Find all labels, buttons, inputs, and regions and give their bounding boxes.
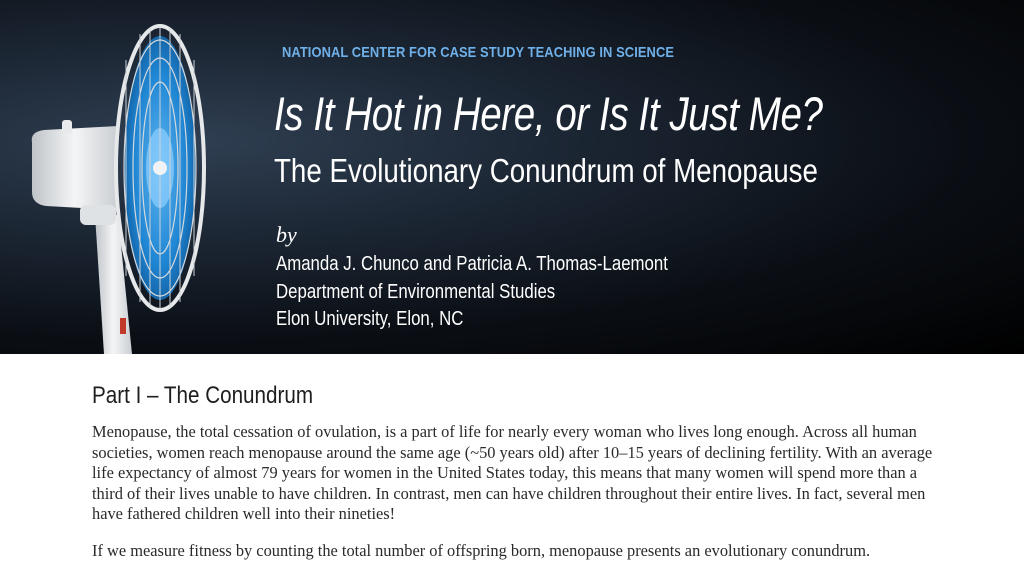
department: Department of Environmental Studies [276, 281, 556, 303]
organization-name: NATIONAL CENTER FOR CASE STUDY TEACHING IN SCIENCE [282, 44, 675, 61]
section-heading: Part I – The Conundrum [92, 382, 314, 409]
institution: Elon University, Elon, NC [276, 308, 464, 330]
electric-fan-icon [0, 0, 260, 354]
authors: Amanda J. Chunco and Patricia A. Thomas-Laemont [276, 253, 668, 275]
by-label: by [276, 222, 297, 247]
paragraph-2: If we measure fitness by counting the total number of offspring born, menopause presents an evolutionary conundrum. [92, 541, 871, 560]
case-title: Is It Hot in Here, or Is It Just Me? [274, 87, 823, 140]
paragraph-1: Menopause, the total cessation of ovulation, is a part of life for nearly every woman who lives long enough. Across all human societies, women reach menopause around the same age (~50 years old) after 10–15 years of declining fertility. With an average life expectancy of almost 79 years for women in the United States today, this means that many women will spend more than a third of their lives unable to have children. In contrast, men can have children throughout their entire lives. In fact, several men have fathered children well into their nineties! [92, 422, 933, 523]
case-subtitle: The Evolutionary Conundrum of Menopause [274, 152, 818, 189]
